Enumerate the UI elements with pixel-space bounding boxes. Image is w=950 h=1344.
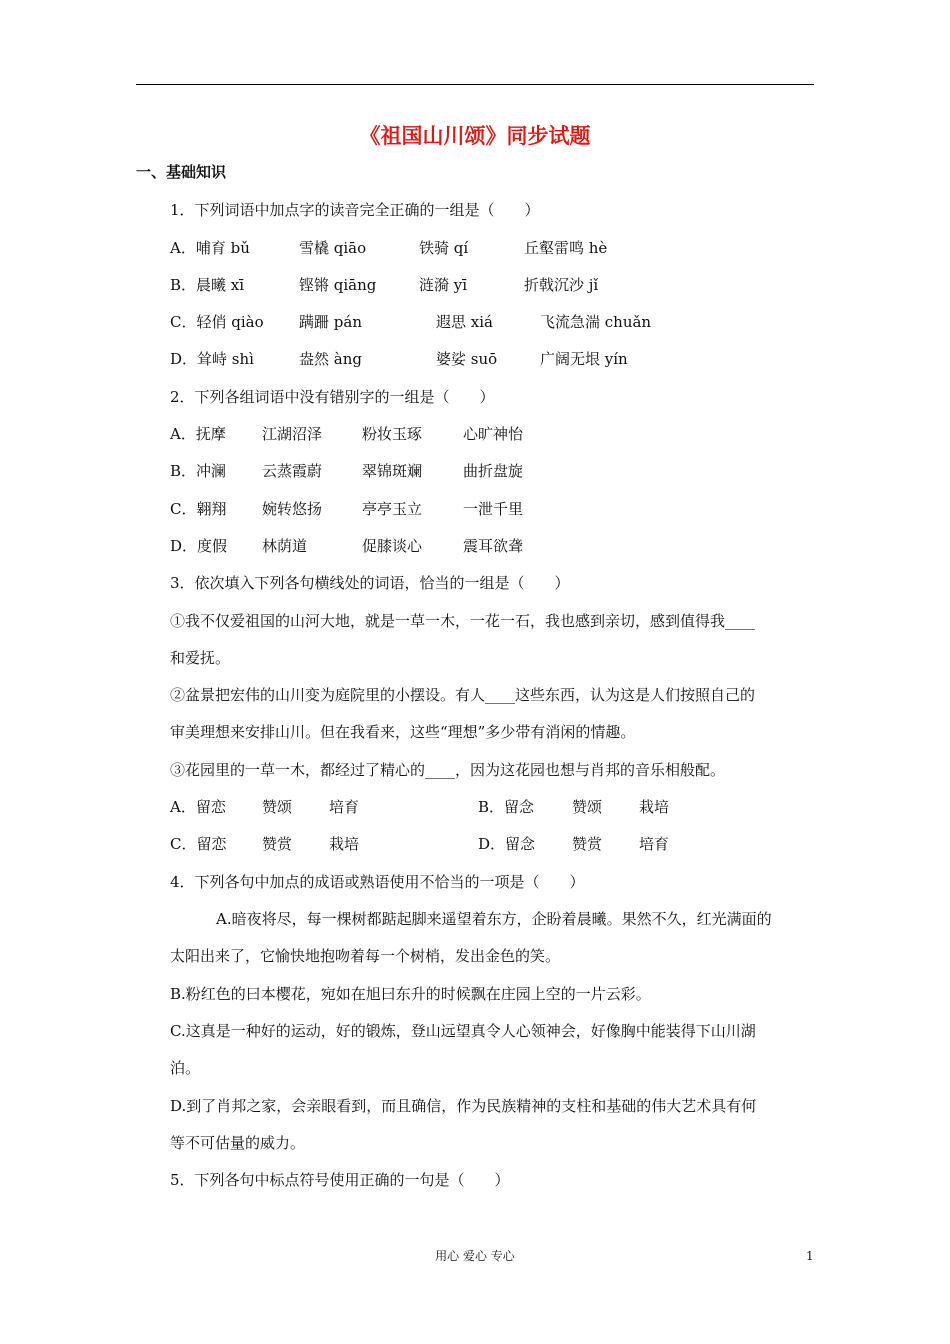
question-3-sentence-2-cont: 审美理想来安排山川。但在我看来，这些“理想”多少带有消闲的情趣。: [170, 723, 636, 741]
question-4-option-c: C.这真是一种好的运动，好的锻炼，登山远望真令人心领神会，好像胸中能装得下山川湖: [170, 1022, 756, 1040]
page-title: 《祖国山川颂》同步试题: [359, 124, 591, 148]
option-cell: 栽培: [329, 835, 360, 853]
question-2-stem: 2．下列各组词语中没有错别字的一组是（ ）: [170, 388, 495, 406]
question-4-option-a: A.暗夜将尽，每一棵树都踮起脚来遥望着东方，企盼着晨曦。果然不久，红光满面的: [216, 910, 772, 928]
question-1-option-a: [170, 236, 810, 260]
option-cell: 蹒跚 pán: [299, 313, 362, 331]
option-cell: 雪橇 qiāo: [299, 239, 367, 257]
question-4-option-d-cont: 等不可估量的威力。: [170, 1134, 306, 1152]
question-5-stem: 5．下列各句中标点符号使用正确的一句是（ ）: [170, 1171, 510, 1189]
option-cell: 江湖沼泽: [262, 425, 323, 443]
option-cell: 飞流急湍 chuǎn: [540, 313, 652, 331]
question-3-stem: 3．依次填入下列各句横线处的词语，恰当的一组是（ ）: [170, 574, 570, 592]
option-cell: 云蒸霞蔚: [262, 462, 323, 480]
option-cell: D．耸峙 shì: [170, 350, 254, 368]
option-cell: A．留恋: [170, 798, 226, 816]
option-cell: 赞颂: [262, 798, 293, 816]
question-2-option-c: [170, 497, 810, 521]
option-cell: 丘壑雷鸣 hè: [524, 239, 608, 257]
question-1-stem: 1．下列词语中加点字的读音完全正确的一组是（ ）: [170, 201, 540, 219]
question-3-sentence-2: ②盆景把宏伟的山川变为庭院里的小摆设。有人____这些东西，认为这是人们按照自己的: [170, 686, 756, 704]
question-1-option-c: [170, 310, 810, 334]
question-2-option-d: [170, 534, 810, 558]
question-4-stem: 4．下列各句中加点的成语或熟语使用不恰当的一项是（ ）: [170, 873, 585, 891]
header-rule: [136, 84, 814, 85]
option-cell: 培育: [329, 798, 360, 816]
question-3-sentence-1-cont: 和爱抚。: [170, 649, 231, 667]
option-cell: 赞赏: [262, 835, 293, 853]
question-3-options-ab: [170, 795, 810, 819]
option-cell: 促膝谈心: [362, 537, 423, 555]
question-4-option-a-cont: 太阳出来了，它愉快地抱吻着每一个树梢，发出金色的笑。: [170, 947, 561, 965]
option-cell: 折戟沉沙 jǐ: [524, 276, 599, 294]
option-cell: D．留念: [478, 835, 536, 853]
option-cell: C．翱翔: [170, 500, 227, 518]
option-cell: B．晨曦 xī: [170, 276, 245, 294]
option-cell: 震耳欲聋: [463, 537, 524, 555]
question-4-option-b: B.粉红色的曰本樱花，宛如在旭曰东升的时候飘在庄园上空的一片云彩。: [170, 985, 651, 1003]
page-number: 1: [806, 1249, 814, 1263]
option-cell: 心旷神怡: [463, 425, 524, 443]
option-cell: B．留念: [478, 798, 535, 816]
option-cell: 铁骑 qí: [419, 239, 469, 257]
option-cell: C．轻俏 qiào: [170, 313, 264, 331]
option-cell: 粉妆玉琢: [362, 425, 423, 443]
question-1-option-d: [170, 347, 810, 371]
option-cell: B．冲澜: [170, 462, 227, 480]
question-2-option-b: [170, 459, 810, 483]
option-cell: 赞颂: [572, 798, 603, 816]
question-3-options-cd: [170, 832, 810, 856]
option-cell: 翠锦斑斓: [362, 462, 423, 480]
option-cell: A．哺育 bǔ: [170, 239, 250, 257]
question-4-option-c-cont: 泊。: [170, 1059, 201, 1077]
question-3-sentence-3: ③花园里的一草一木，都经过了精心的____，因为这花园也想与肖邦的音乐相般配。: [170, 761, 726, 779]
question-3-sentence-1: ①我不仅爱祖国的山河大地，就是一草一木，一花一石，我也感到亲切，感到值得我____: [170, 612, 756, 630]
footer-motto: 用心 爱心 专心: [435, 1249, 515, 1263]
option-cell: 栽培: [639, 798, 670, 816]
option-cell: 铿锵 qiāng: [299, 276, 377, 294]
option-cell: 赞赏: [572, 835, 603, 853]
question-2-option-a: [170, 422, 810, 446]
option-cell: D．度假: [170, 537, 228, 555]
question-1-option-b: [170, 273, 810, 297]
option-cell: 遐思 xiá: [436, 313, 493, 331]
section-heading-basics: 一、基础知识: [136, 163, 227, 181]
option-cell: C．留恋: [170, 835, 227, 853]
option-cell: A．抚摩: [170, 425, 226, 443]
option-cell: 涟漪 yī: [419, 276, 468, 294]
option-cell: 林荫道: [262, 537, 308, 555]
option-cell: 婆娑 suō: [436, 350, 498, 368]
option-cell: 一泄千里: [463, 500, 524, 518]
option-cell: 亭亭玉立: [362, 500, 423, 518]
option-cell: 培育: [639, 835, 670, 853]
option-cell: 曲折盘旋: [463, 462, 524, 480]
option-cell: 广阔无垠 yín: [540, 350, 628, 368]
question-4-option-d: D.到了肖邦之家，会亲眼看到，而且确信，作为民族精神的支柱和基础的伟大艺术具有何: [170, 1097, 757, 1115]
option-cell: 盎然 àng: [299, 350, 362, 368]
option-cell: 婉转悠扬: [262, 500, 323, 518]
